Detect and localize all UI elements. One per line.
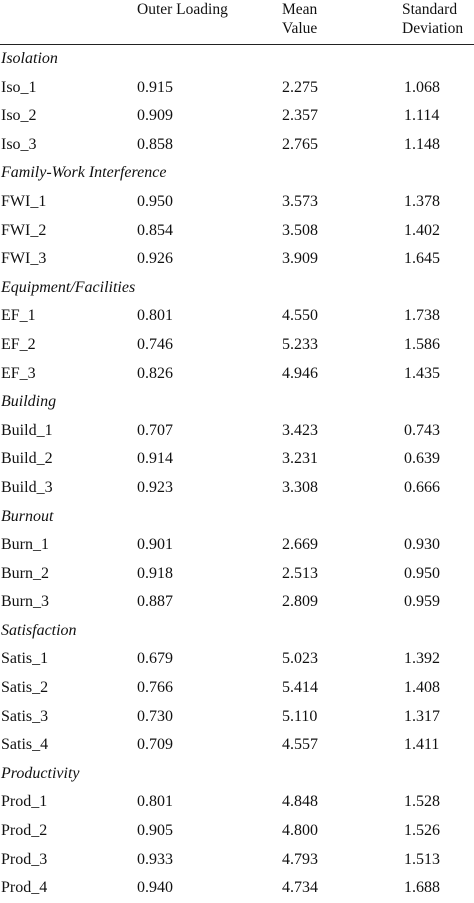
standard-deviation-cell: 1.526 xyxy=(404,822,440,840)
item-cell: EF_3 xyxy=(1,364,36,382)
outer-loading-cell: 0.950 xyxy=(137,192,173,210)
mean-value-cell: 4.848 xyxy=(282,793,318,811)
outer-loading-cell: 0.858 xyxy=(137,135,173,153)
item-cell: Prod_2 xyxy=(1,822,48,840)
item-cell: Build_3 xyxy=(1,478,53,496)
table-row xyxy=(0,531,474,560)
standard-deviation-cell: 1.513 xyxy=(404,850,440,868)
standard-deviation-cell: 1.148 xyxy=(404,135,440,153)
group-title: Family-Work Interference xyxy=(1,164,167,182)
mean-value-cell: 3.231 xyxy=(282,450,318,468)
table-row xyxy=(0,417,474,446)
mean-value-cell: 4.734 xyxy=(282,879,318,897)
table-row xyxy=(0,731,474,760)
outer-loading-cell: 0.854 xyxy=(137,221,173,239)
outer-loading-cell: 0.730 xyxy=(137,707,173,725)
table-row xyxy=(0,331,474,360)
mean-value-cell: 2.809 xyxy=(282,593,318,611)
standard-deviation-cell: 1.528 xyxy=(404,793,440,811)
header-sd-line2: Deviation xyxy=(402,20,464,37)
standard-deviation-cell: 1.402 xyxy=(404,221,440,239)
header-mean-line2: Value xyxy=(282,20,318,37)
standard-deviation-cell: 1.645 xyxy=(404,250,440,268)
item-cell: EF_2 xyxy=(1,335,36,353)
header-outer-loading-label: Outer Loading xyxy=(137,1,228,18)
table-row xyxy=(0,846,474,875)
mean-value-cell: 4.557 xyxy=(282,736,318,754)
outer-loading-cell: 0.901 xyxy=(137,536,173,554)
table-row xyxy=(0,645,474,674)
standard-deviation-cell: 0.959 xyxy=(404,593,440,611)
table-row xyxy=(0,188,474,217)
table-row xyxy=(0,588,474,617)
item-cell: Satis_4 xyxy=(1,736,49,754)
table-row xyxy=(0,817,474,846)
item-cell: Burn_1 xyxy=(1,536,49,554)
mean-value-cell: 3.909 xyxy=(282,250,318,268)
mean-value-cell: 3.308 xyxy=(282,478,318,496)
outer-loading-cell: 0.914 xyxy=(137,450,173,468)
mean-value-cell: 2.513 xyxy=(282,564,318,582)
standard-deviation-cell: 0.639 xyxy=(404,450,440,468)
table-header xyxy=(0,0,474,45)
item-cell: Satis_3 xyxy=(1,707,49,725)
outer-loading-cell: 0.826 xyxy=(137,364,173,382)
outer-loading-cell: 0.926 xyxy=(137,250,173,268)
table-row xyxy=(0,74,474,103)
standard-deviation-cell: 0.950 xyxy=(404,564,440,582)
item-cell: Burn_3 xyxy=(1,593,49,611)
standard-deviation-cell: 1.586 xyxy=(404,335,440,353)
table-row xyxy=(0,131,474,160)
standard-deviation-cell: 1.378 xyxy=(404,192,440,210)
table-row xyxy=(0,217,474,246)
outer-loading-cell: 0.918 xyxy=(137,564,173,582)
outer-loading-cell: 0.887 xyxy=(137,593,173,611)
outer-loading-cell: 0.923 xyxy=(137,478,173,496)
header-standard-deviation xyxy=(402,0,463,38)
item-cell: Iso_1 xyxy=(1,78,37,96)
mean-value-cell: 3.573 xyxy=(282,192,318,210)
mean-value-cell: 2.357 xyxy=(282,107,318,125)
item-cell: Prod_1 xyxy=(1,793,48,811)
group-title: Burnout xyxy=(1,507,54,525)
item-cell: Iso_2 xyxy=(1,107,37,125)
table-row xyxy=(0,703,474,732)
item-cell: Burn_2 xyxy=(1,564,49,582)
table-row xyxy=(0,102,474,131)
mean-value-cell: 5.233 xyxy=(282,335,318,353)
item-cell: Iso_3 xyxy=(1,135,37,153)
mean-value-cell: 3.508 xyxy=(282,221,318,239)
header-mean-value xyxy=(282,0,317,38)
item-cell: Prod_3 xyxy=(1,850,48,868)
item-cell: Satis_1 xyxy=(1,650,49,668)
outer-loading-cell: 0.801 xyxy=(137,793,173,811)
outer-loading-cell: 0.905 xyxy=(137,822,173,840)
standard-deviation-cell: 1.435 xyxy=(404,364,440,382)
mean-value-cell: 4.550 xyxy=(282,307,318,325)
mean-value-cell: 5.023 xyxy=(282,650,318,668)
table-row xyxy=(0,674,474,703)
standard-deviation-cell: 1.068 xyxy=(404,78,440,96)
item-cell: Build_1 xyxy=(1,421,53,439)
item-cell: Prod_4 xyxy=(1,879,48,897)
group-title: Equipment/Facilities xyxy=(1,278,136,296)
header-mean-line1: Mean xyxy=(282,1,318,18)
standard-deviation-cell: 0.743 xyxy=(404,421,440,439)
table-row xyxy=(0,560,474,589)
table-row xyxy=(0,874,474,903)
mean-value-cell: 5.414 xyxy=(282,679,318,697)
outer-loading-cell: 0.915 xyxy=(137,78,173,96)
standard-deviation-cell: 1.317 xyxy=(404,707,440,725)
table-row xyxy=(0,474,474,503)
table-row xyxy=(0,302,474,331)
mean-value-cell: 2.765 xyxy=(282,135,318,153)
outer-loading-cell: 0.933 xyxy=(137,850,173,868)
mean-value-cell: 2.669 xyxy=(282,536,318,554)
standard-deviation-cell: 1.688 xyxy=(404,879,440,897)
standard-deviation-cell: 1.738 xyxy=(404,307,440,325)
table-row xyxy=(0,445,474,474)
item-cell: FWI_3 xyxy=(1,250,47,268)
group-title: Satisfaction xyxy=(1,621,77,639)
outer-loading-cell: 0.679 xyxy=(137,650,173,668)
group-title: Building xyxy=(1,393,57,411)
table-row xyxy=(0,788,474,817)
outer-loading-cell: 0.801 xyxy=(137,307,173,325)
group-title: Isolation xyxy=(1,50,58,67)
mean-value-cell: 4.800 xyxy=(282,822,318,840)
standard-deviation-cell: 1.114 xyxy=(404,107,440,125)
item-cell: Build_2 xyxy=(1,450,53,468)
outer-loading-cell: 0.746 xyxy=(137,335,173,353)
header-sd-line1: Standard xyxy=(402,1,458,18)
mean-value-cell: 4.946 xyxy=(282,364,318,382)
outer-loading-cell: 0.709 xyxy=(137,736,173,754)
table-body xyxy=(0,45,474,903)
standard-deviation-cell: 0.666 xyxy=(404,478,440,496)
standard-deviation-cell: 1.408 xyxy=(404,679,440,697)
item-cell: FWI_2 xyxy=(1,221,47,239)
mean-value-cell: 4.793 xyxy=(282,850,318,868)
item-cell: FWI_1 xyxy=(1,192,47,210)
mean-value-cell: 2.275 xyxy=(282,78,318,96)
mean-value-cell: 5.110 xyxy=(282,707,318,725)
outer-loading-cell: 0.909 xyxy=(137,107,173,125)
group-title: Productivity xyxy=(1,764,80,782)
outer-loading-cell: 0.766 xyxy=(137,679,173,697)
header-outer-loading xyxy=(137,0,228,19)
standard-deviation-cell: 1.411 xyxy=(404,736,440,754)
item-cell: EF_1 xyxy=(1,307,36,325)
table-row xyxy=(0,245,474,274)
mean-value-cell: 3.423 xyxy=(282,421,318,439)
standard-deviation-cell: 0.930 xyxy=(404,536,440,554)
standard-deviation-cell: 1.392 xyxy=(404,650,440,668)
item-cell: Satis_2 xyxy=(1,679,49,697)
outer-loading-cell: 0.940 xyxy=(137,879,173,897)
table-row xyxy=(0,360,474,389)
outer-loading-cell: 0.707 xyxy=(137,421,173,439)
